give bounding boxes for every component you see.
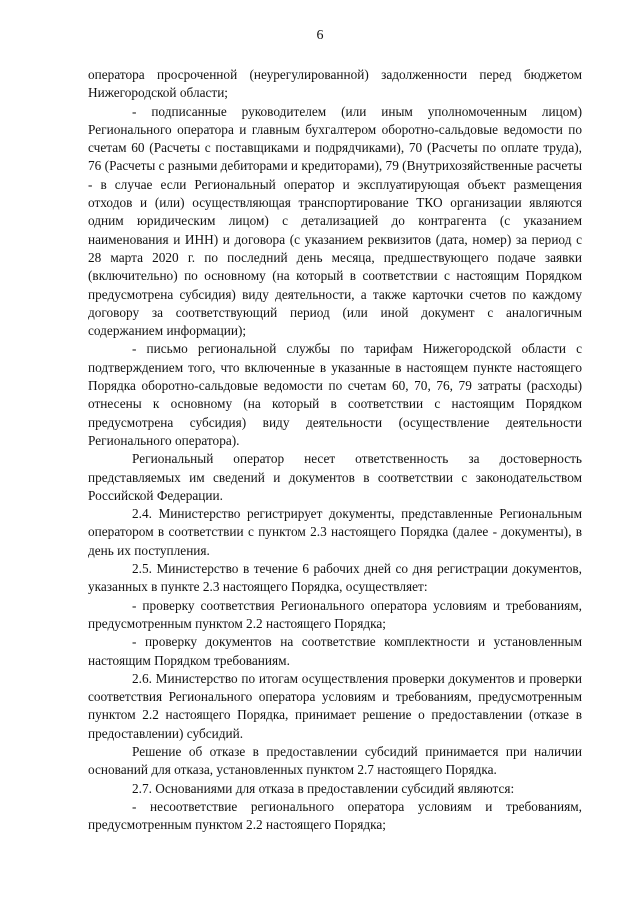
paragraph: оператора просроченной (неурегулированной) задолженности перед бюджетом Нижегородской области; <box>88 67 582 101</box>
paragraph: 2.4. Министерство регистрирует документы, представленные Региональным оператором в соответствии с пунктом 2.3 настоящего Порядка (далее - документы), в день их поступления. <box>88 506 582 558</box>
page-number: 6 <box>316 28 324 43</box>
paragraph: - несоответствие регионального оператора условиям и требованиям, предусмотренным пунктом 2.2 настоящего Порядка; <box>88 798 582 833</box>
paragraph: 2.5. Министерство в течение 6 рабочих дней со дня регистрации документов, указанных в пункте 2.3 настоящего Порядка, осуществляет: <box>88 561 582 595</box>
paragraph: 2.6. Министерство по итогам осуществления проверки документов и проверки соответствия Регионального оператора условиям и требованиям, предусмотренным пунктом 2.2 настоящего Порядка, принимает решение о предоставлении (отказе в предоставлении) субсидий. <box>88 670 582 741</box>
paragraph: - проверку соответствия Регионального оператора условиям и требованиям, предусмотренным пунктом 2.2 настоящего Порядка; <box>88 597 582 631</box>
paragraph: Региональный оператор несет ответственность за достоверность представляемых им сведений и документов в соответствии с законодательством Российской Федерации. <box>88 451 582 503</box>
document-body <box>88 66 582 834</box>
paragraph: 2.7. Основаниями для отказа в предоставлении субсидий являются: <box>132 780 515 796</box>
paragraph: - письмо региональной службы по тарифам Нижегородской области с подтверждением того, что включенные в указанные в настоящем пункте настоящего Порядка оборотно-сальдовые ведомости по счетам 60, 70, 76, 79 затраты (расходы) отнесены к основному (на который в соответствии с настоящим Порядком предусмотрена субсидия) виду деятельности (осуществление деятельности Регионального оператора). <box>88 341 582 448</box>
paragraph: Решение об отказе в предоставлении субсидий принимается при наличии оснований для отказа, установленных пунктом 2.7 настоящего Порядка. <box>88 743 582 778</box>
paragraph: - проверку документов на соответствие комплектности и установленным настоящим Порядком требованиям. <box>88 634 582 668</box>
paragraph: - подписанные руководителем (или иным уполномоченным лицом) Регионального оператора и главным бухгалтером оборотно-сальдовые ведомости по счетам 60 (Расчеты с поставщиками и подрядчиками), 70 (Расчеты по оплате труда), 76 (Расчеты с разными дебиторами и кредиторами), 79 (Внутрихозяйственные расчеты - в случае если Региональный оператор и эксплуатирующая объект размещения отходов и (или) осуществляющая транспортирование ТКО организации являются одним юридическим лицом) с детализацией до контрагента (с указанием наименования и ИНН) и договора (с указанием реквизитов (дата, номер) за период с 28 марта 2020 г. по последний день месяца, предшествующего подаче заявки (включительно) по основному (на который в соответствии с настоящим Порядком предусмотрена субсидия) виду деятельности, а также карточки счетов по каждому договору за соответствующий период (или иной документ с аналогичным содержанием информации); <box>88 103 582 339</box>
